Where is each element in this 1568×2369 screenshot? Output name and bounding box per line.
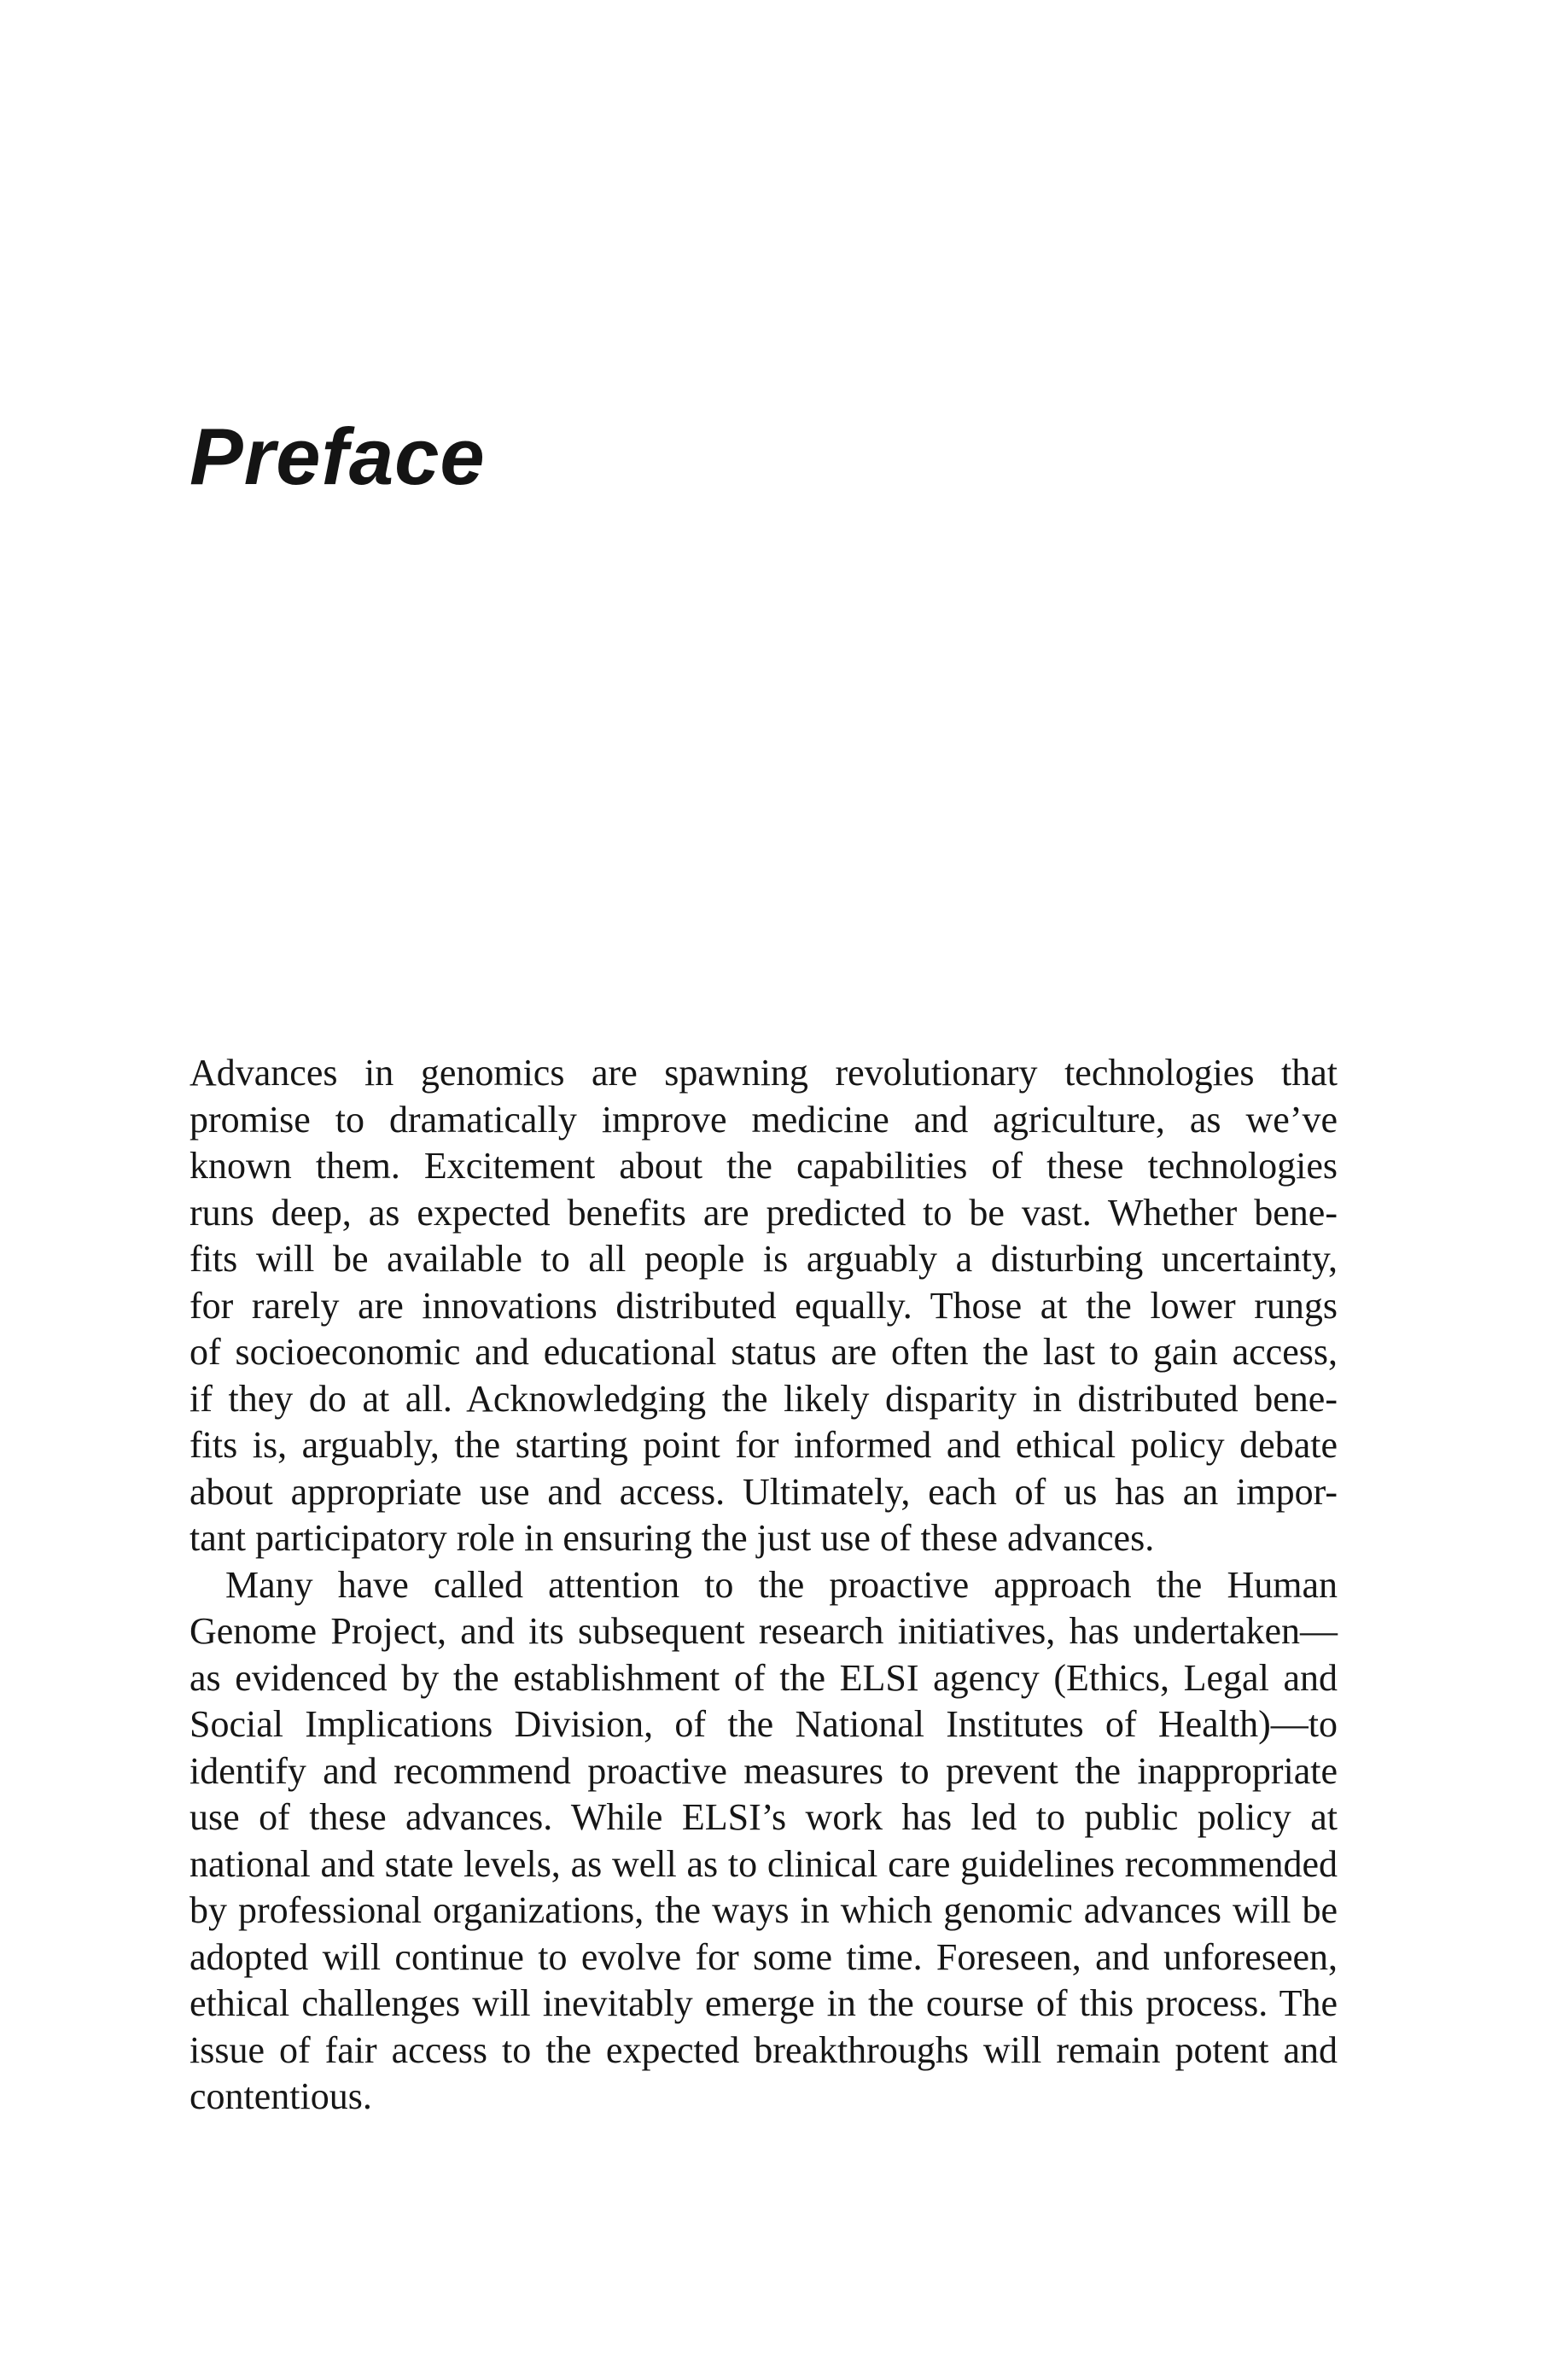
text-line: national and state levels, as well as to clinical care guidelines recommended bbox=[189, 1842, 1338, 1885]
text-line: about appropriate use and access. Ultimately, each of us has an impor- bbox=[189, 1470, 1338, 1513]
text-line: use of these advances. While ELSI’s work has led to public policy at bbox=[189, 1796, 1338, 1838]
text-line: by professional organizations, the ways in which genomic advances will be bbox=[189, 1889, 1338, 1931]
chapter-title: Preface bbox=[189, 411, 486, 501]
text-line: tant participatory role in ensuring the just use of these advances. bbox=[189, 1517, 1155, 1559]
text-line: contentious. bbox=[189, 2075, 372, 2117]
text-line: Advances in genomics are spawning revolutionary technologies that bbox=[189, 1052, 1338, 1094]
text-line: for rarely are innovations distributed equally. Those at the lower rungs bbox=[189, 1284, 1338, 1327]
text-line: of socioeconomic and educational status are often the last to gain access, bbox=[189, 1331, 1338, 1373]
text-line: known them. Excitement about the capabilities of these technologies bbox=[189, 1145, 1338, 1187]
text-line: if they do at all. Acknowledging the likely disparity in distributed bene- bbox=[189, 1377, 1338, 1420]
text-line: runs deep, as expected benefits are predicted to be vast. Whether bene- bbox=[189, 1191, 1338, 1234]
paragraph-2 bbox=[189, 1562, 1338, 2121]
text-line: as evidenced by the establishment of the ELSI agency (Ethics, Legal and bbox=[189, 1656, 1338, 1699]
body-text bbox=[189, 1050, 1338, 2121]
text-line: fits is, arguably, the starting point for informed and ethical policy debate bbox=[189, 1424, 1338, 1466]
text-line: Social Implications Division, of the National Institutes of Health)—to bbox=[189, 1703, 1338, 1745]
paragraph-1 bbox=[189, 1050, 1338, 1562]
text-line: Genome Project, and its subsequent research initiatives, has undertaken— bbox=[189, 1610, 1338, 1652]
text-line: identify and recommend proactive measures to prevent the inappropriate bbox=[189, 1749, 1338, 1792]
text-line: fits will be available to all people is arguably a disturbing uncertainty, bbox=[189, 1238, 1338, 1280]
text-line: issue of fair access to the expected breakthroughs will remain potent and bbox=[189, 2028, 1338, 2071]
text-line: adopted will continue to evolve for some time. Foreseen, and unforeseen, bbox=[189, 1935, 1338, 1978]
text-line: ethical challenges will inevitably emerge in the course of this process. The bbox=[189, 1982, 1338, 2024]
text-line: Many have called attention to the proactive approach the Human bbox=[225, 1563, 1338, 1606]
text-line: promise to dramatically improve medicine and agriculture, as we’ve bbox=[189, 1098, 1338, 1141]
